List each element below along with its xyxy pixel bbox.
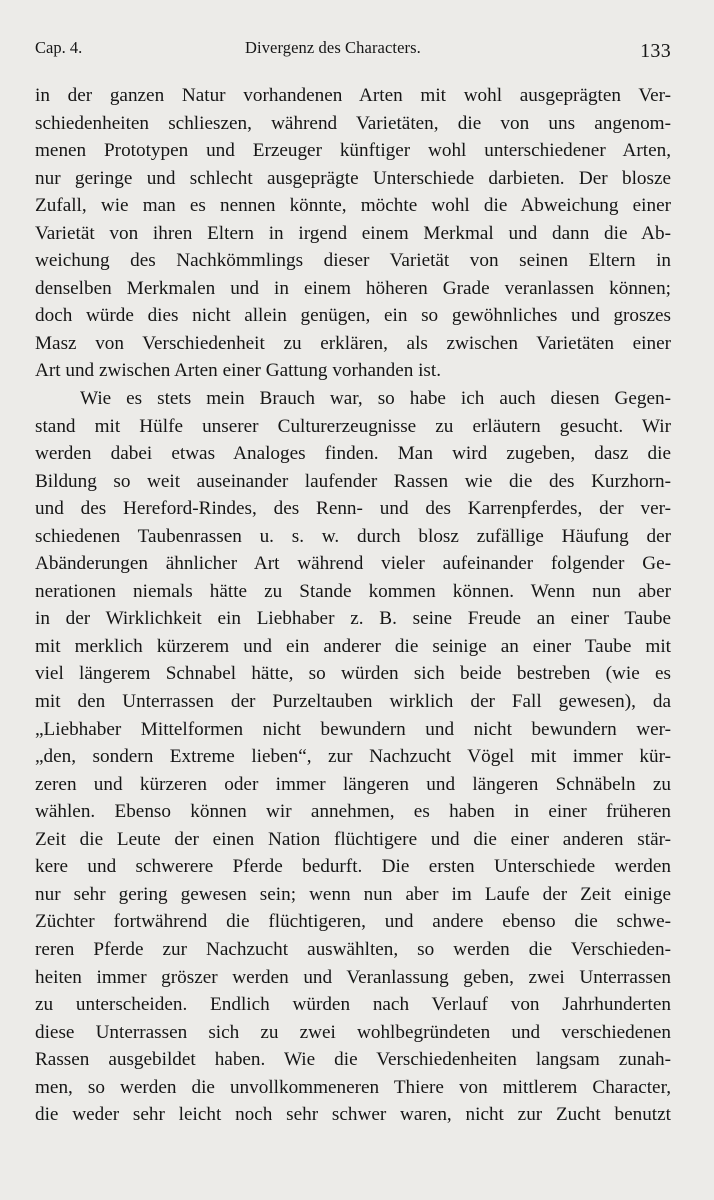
text-line: die weder sehr leicht noch sehr schwer waren, nicht zur Zucht benutzt xyxy=(35,1104,671,1126)
text-line: Zufall, wie man es nennen könnte, möchte wohl die Abweichung einer xyxy=(35,195,671,217)
page-number: 133 xyxy=(640,40,671,62)
text-line: wählen. Ebenso können wir annehmen, es haben in einer früheren xyxy=(35,801,671,823)
text-line: viel längerem Schnabel hätte, so würden sich beide bestreben (wie es xyxy=(35,663,671,685)
text-line: in der Wirklichkeit ein Liebhaber z. B. seine Freude an einer Taube xyxy=(35,608,671,630)
text-line: Bildung so weit auseinander laufender Rassen wie die des Kurzhorn- xyxy=(35,470,671,492)
running-head xyxy=(35,34,671,62)
text-line: weichung des Nachkömmlings dieser Varietät von seinen Eltern in xyxy=(35,250,671,272)
text-line: mit den Unterrassen der Purzeltauben wirklich der Fall gewesen), da xyxy=(35,691,671,713)
text-line: in der ganzen Natur vorhandenen Arten mit wohl ausgeprägten Ver- xyxy=(35,85,671,106)
text-line: nur sehr gering gewesen sein; wenn nun aber im Laufe der Zeit einige xyxy=(35,883,671,905)
paragraph-start-line: Wie es stets mein Brauch war, so habe ich auch diesen Gegen- xyxy=(80,388,671,410)
running-title: Divergenz des Characters. xyxy=(245,38,421,57)
text-line: Rassen ausgebildet haben. Wie die Verschiedenheiten langsam zunah- xyxy=(35,1049,671,1071)
text-line: Abänderungen ähnlicher Art während vieler aufeinander folgender Ge- xyxy=(35,553,671,575)
text-line: reren Pferde zur Nachzucht auswählten, so werden die Verschieden- xyxy=(35,938,671,960)
text-line: menen Prototypen und Erzeuger künftiger wohl unterschiedener Arten, xyxy=(35,140,671,162)
text-line: zu unterscheiden. Endlich würden nach Verlauf von Jahrhunderten xyxy=(35,994,671,1016)
text-line: nerationen niemals hätte zu Stande kommen können. Wenn nun aber xyxy=(35,580,671,602)
text-line: nur geringe und schlecht ausgeprägte Unterschiede darbieten. Der blosze xyxy=(35,167,671,189)
text-line: mit merklich kürzerem und ein anderer die seinige an einer Taube mit xyxy=(35,635,671,657)
text-line: stand mit Hülfe unserer Culturerzeugnisse zu erläutern gesucht. Wir xyxy=(35,415,671,437)
text-line: Masz von Verschiedenheit zu erklären, als zwischen Varietäten einer xyxy=(35,332,671,354)
paragraph-end-line: Art und zwischen Arten einer Gattung vorhanden ist. xyxy=(35,360,442,382)
text-line: Varietät von ihren Eltern in irgend einem Merkmal und dann die Ab- xyxy=(35,222,671,244)
text-line: doch würde dies nicht allein genügen, ein so gewöhnliches und groszes xyxy=(35,305,671,327)
text-line: werden dabei etwas Analoges finden. Man wird zugeben, dasz die xyxy=(35,443,671,465)
text-line: schiedenen Taubenrassen u. s. w. durch blosz zufällige Häufung der xyxy=(35,525,671,547)
text-line: men, so werden die unvollkommeneren Thiere von mittlerem Character, xyxy=(35,1076,671,1098)
text-line: zeren und kürzeren oder immer längeren und längeren Schnäbeln zu xyxy=(35,773,671,795)
text-line: schiedenheiten schlieszen, während Varietäten, die von uns angenom- xyxy=(35,112,671,134)
chapter-label: Cap. 4. xyxy=(35,38,83,57)
text-line: Züchter fortwährend die flüchtigeren, und andere ebenso die schwe- xyxy=(35,911,671,933)
text-line: „Liebhaber Mittelformen nicht bewundern und nicht bewundern wer- xyxy=(35,718,671,740)
text-line: diese Unterrassen sich zu zwei wohlbegründeten und verschiedenen xyxy=(35,1021,671,1043)
text-line: heiten immer gröszer werden und Veranlassung geben, zwei Unterrassen xyxy=(35,966,671,988)
text-line: Zeit die Leute der einen Nation flüchtigere und die einer anderen stär- xyxy=(35,828,671,850)
text-line: kere und schwerere Pferde bedurft. Die ersten Unterschiede werden xyxy=(35,856,671,878)
text-line: und des Hereford-Rindes, des Renn- und des Karrenpferdes, der ver- xyxy=(35,498,671,520)
text-line: „den, sondern Extreme lieben“, zur Nachzucht Vögel mit immer kür- xyxy=(35,746,671,768)
body-text xyxy=(35,82,671,1129)
text-line: denselben Merkmalen und in einem höheren Grade veranlassen können; xyxy=(35,277,671,299)
